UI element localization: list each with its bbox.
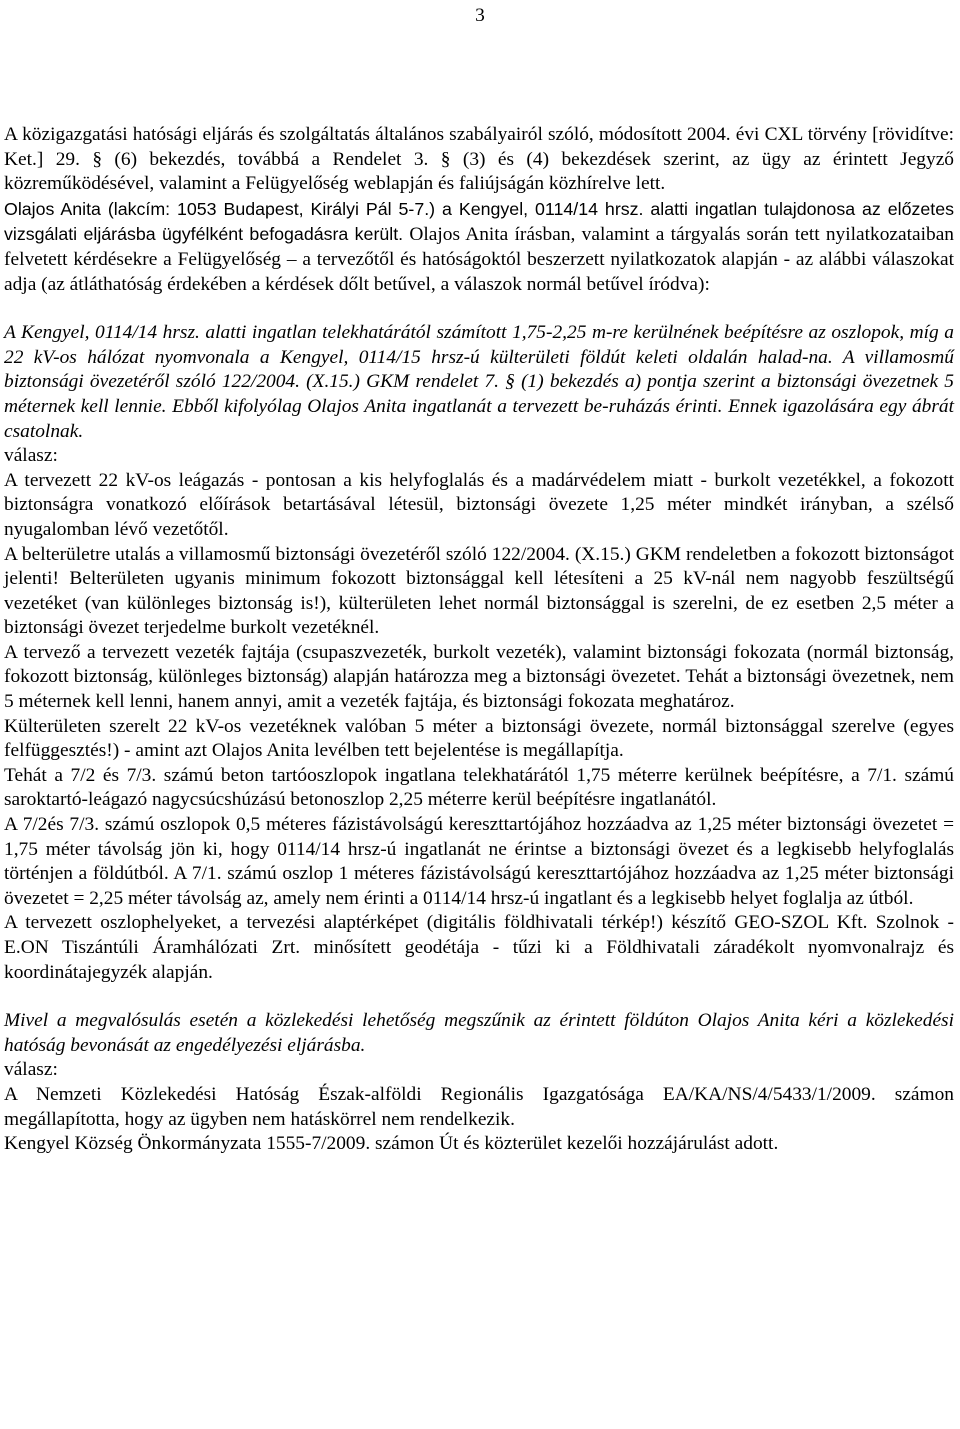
answer-1-paragraph-2: A belterületre utalás a villamosmű biztonsági övezetéről szóló 122/2004. (X.15.) GKM rendeletben a fokozott biztonságot jelenti! Belterületen ugyanis minimum fokozott biztonsággal kell létesíteni a 25 kV-nál nem nagyobb feszültségű vezetéket (van különleges biztonság is!), külterületen lehet normál biztonsággal is szerelni, de ez esetben 2,5 méter a biztonsági övezet terjedelme burkolt vezetéknél. bbox=[4, 543, 954, 639]
answer-1-paragraph-5: Tehát a 7/2 és 7/3. számú beton tartóoszlopok ingatlana telekhatárától 1,75 méterre kerülnek beépítésre, a 7/1. számú saroktartó-leágazó nagycsúcshúzású betonoszlop 2,25 méterre kerül beépítésre ingatlanától. bbox=[4, 764, 954, 811]
answer-1-paragraph-3: A tervező a tervezett vezeték fajtája (csupaszvezeték, burkolt vezeték), valamint biztonsági fokozata (normál biztonság, fokozott biztonság, különleges biztonság) alapján határozza meg a biztonsági övezetet. Tehát a biztonsági övezetnek, nem 5 méternek kell lenni, hanem annyi, amit a vezeték fajtája, és biztonsági fokozata meghatároz. bbox=[4, 641, 954, 713]
paragraph-legal-basis: A közigazgatási hatósági eljárás és szolgáltatás általános szabályairól szóló, módosított 2004. évi CXL törvény [rövidítve: Ket.] 29. § (6) bekezdés, továbbá a Rendelet 3. § (3) és (4) bekezdések szerint, az ügy az érintett Jegyző közreműködésével, valamint a Felügyelőség weblapján és faliújságán közhírelve lett. bbox=[4, 124, 954, 195]
page-number: 3 bbox=[475, 5, 485, 26]
paragraph-client-statement bbox=[4, 197, 954, 297]
client-identification-text: Olajos Anita (lakcím: 1053 Budapest, Királyi Pál 5-7.) a Kengyel, 0114/14 hrsz. alatti ingatlan tulajdonosa az előzetes vizsgálati eljárásba ügyfélként befogadásra került. bbox=[4, 198, 954, 245]
answer-1-paragraph-4: Külterületen szerelt 22 kV-os vezetéknek valóban 5 méter a biztonsági övezete, normál biztonsággal szerelve (egyes felfüggesztés!) - amint azt Olajos Anita levélben tett bejelentése is megállapítja. bbox=[4, 715, 954, 762]
answer-1-paragraph-6: A 7/2és 7/3. számú oszlopok 0,5 méteres fázistávolságú kereszttartójához hozzáadva az 1,25 méter biztonsági övezetet = 1,75 méter távolság jön ki, hogy 0114/14 hrsz-ú ingatlanát ne érintse a biztonsági övezet és a legkisebb helyfoglalás történjen a földútból. A 7/1. számú oszlop 1 méteres fázistávolságú kereszttartójához hozzáadva az 1,25 méter biztonsági övezetet = 2,25 méter távolság az, amely nem érinti a 0114/14 hrsz-ú ingatlant és a legkisebb helyet foglalja az útból. bbox=[4, 814, 954, 909]
answer-2-paragraph-1: A Nemzeti Közlekedési Hatóság Észak-alföldi Regionális Igazgatósága EA/KA/NS/4/5433/1/2009. számon megállapította, hogy az ügyben nem hatáskörrel nem rendelkezik. bbox=[4, 1083, 954, 1130]
answer-label-2: válasz: bbox=[4, 1059, 58, 1081]
question-2: Mivel a megvalósulás esetén a közlekedési lehetőség megszűnik az érintett földúton Olajos Anita kéri a közlekedési hatóság bevonását az engedélyezési eljárásba. bbox=[4, 1010, 954, 1056]
answer-label-1: válasz: bbox=[4, 445, 58, 467]
question-1: A Kengyel, 0114/14 hrsz. alatti ingatlan telekhatárától számított 1,75-2,25 m-re kerülnének beépítésre az oszlopok, míg a 22 kV-os hálózat nyomvonala a Kengyel, 0114/15 hrsz-ú külterületi földút keleti oldalán halad-na. A villamosmű biztonsági övezetéről szóló 122/2004. (X.15.) GKM rendelet 7. § (1) bekezdés a) pontja szerint a biztonsági övezetnek 5 méternek kell lennie. Ebből kifolyólag Olajos Anita ingatlanát a tervezett be-ruházás érinti. Ennek igazolására egy ábrát csatolnak. bbox=[4, 322, 954, 442]
answer-1-paragraph-1: A tervezett 22 kV-os leágazás - pontosan a kis helyfoglalás és a madárvédelem miatt - burkolt vezetékkel, a fokozott biztonságra vonatkozó előírások betartásával létesül, biztonsági övezete 1,25 méter mindkét irányban, a szélső nyugalomban lévő vezetőtől. bbox=[4, 469, 954, 540]
spacer bbox=[4, 985, 954, 1009]
spacer bbox=[4, 297, 954, 321]
client-answers-intro: Olajos Anita írásban, valamint a tárgyalás során tett nyilatkozataiban felvetett kérdésekre a Felügyelőség – a tervezőtől és hatóságoktól beszerzett nyilatkozatok alapján - az alábbi válaszokat adja (az átláthatóság érdekében a kérdések dőlt betűvel, a válaszok normál betűvel íródva): bbox=[4, 224, 954, 295]
answer-1-paragraph-7: A tervezett oszlophelyeket, a tervezési alaptérképet (digitális földhivatali térkép!) készítő GEO-SZOL Kft. Szolnok - E.ON Tiszántúli Áramhálózati Zrt. minősített geodétája - tűzi ki a Földhivatali záradékolt nyomvonalrajz és koordinátajegyzék alapján. bbox=[4, 912, 954, 983]
answer-2-paragraph-2: Kengyel Község Önkormányzata 1555-7/2009. számon Út és közterület kezelői hozzájárulást adott. bbox=[4, 1133, 779, 1155]
document-body bbox=[4, 123, 954, 1157]
